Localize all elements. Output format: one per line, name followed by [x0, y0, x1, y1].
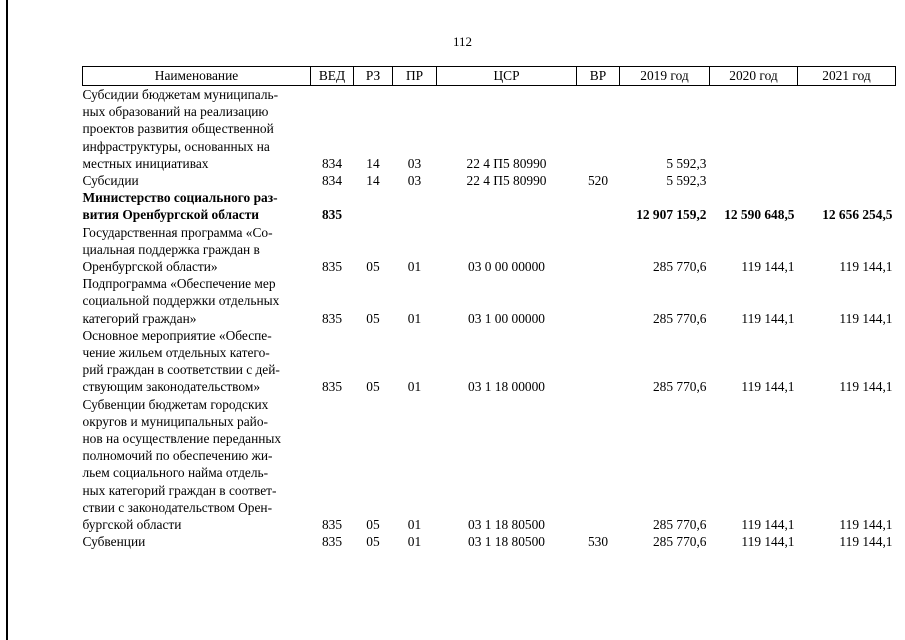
cell-2019: 5 592,3 — [666, 155, 707, 171]
name-line: циальная поддержка граждан в — [82, 241, 260, 257]
cell-pr: 01 — [407, 517, 422, 533]
cell-vr: 520 — [587, 173, 609, 189]
cell-2019: 285 770,6 — [652, 517, 707, 533]
name-line: ствии с законодательством Орен- — [82, 499, 273, 515]
cell-2021: 119 144,1 — [839, 379, 893, 395]
header-2021: 2021 год — [798, 67, 896, 86]
left-border-line — [6, 0, 8, 640]
name-line: Государственная программа «Со- — [82, 224, 273, 240]
header-vr: ВР — [577, 67, 620, 86]
cell-2019: 5 592,3 — [666, 173, 707, 189]
name-line: Субсидии — [82, 173, 139, 189]
cell-2019: 285 770,6 — [652, 310, 707, 326]
cell-name — [83, 172, 311, 189]
name-line: чение жильем отдельных катего- — [82, 345, 270, 361]
header-2020: 2020 год — [710, 67, 798, 86]
cell-2020: 12 590 648,5 — [724, 207, 795, 223]
cell-csr: 03 0 00 00000 — [468, 259, 545, 275]
cell-ved: 834 — [321, 173, 343, 189]
name-line: категорий граждан» — [82, 310, 197, 326]
cell-ved: 835 — [321, 534, 343, 550]
cell-2020: 119 144,1 — [741, 310, 795, 326]
name-line: Оренбургской области» — [82, 259, 218, 275]
cell-csr — [437, 189, 577, 223]
cell-csr: 03 1 18 80500 — [468, 517, 545, 533]
page-number: 112 — [452, 34, 473, 49]
cell-csr: 03 1 00 00000 — [468, 310, 545, 326]
name-line: Основное мероприятие «Обеспе- — [82, 327, 272, 343]
cell-name — [83, 224, 311, 276]
cell-vr — [577, 275, 620, 327]
header-pr: ПР — [393, 67, 437, 86]
cell-vr — [577, 86, 620, 173]
cell-2020: 119 144,1 — [741, 534, 795, 550]
cell-pr: 03 — [407, 155, 422, 171]
name-line: ных категорий граждан в соответ- — [82, 482, 277, 498]
cell-rz: 05 — [366, 517, 380, 533]
cell-name — [83, 533, 311, 550]
cell-csr: 03 1 18 00000 — [468, 379, 545, 395]
table-row — [83, 275, 896, 327]
cell-2021 — [798, 86, 896, 173]
cell-name — [83, 396, 311, 534]
table-row — [83, 189, 896, 223]
name-line: полномочий по обеспечению жи- — [82, 448, 273, 464]
name-line: социальной поддержки отдельных — [82, 293, 280, 309]
header-rz: РЗ — [354, 67, 393, 86]
cell-pr: 01 — [407, 310, 422, 326]
cell-2019: 285 770,6 — [652, 379, 707, 395]
cell-2021: 119 144,1 — [839, 534, 893, 550]
cell-rz: 05 — [366, 310, 380, 326]
table-body — [83, 86, 896, 551]
table-row — [83, 224, 896, 276]
name-line: инфраструктуры, основанных на — [82, 138, 270, 154]
cell-rz: 05 — [366, 379, 380, 395]
cell-ved: 835 — [321, 517, 343, 533]
cell-2019: 285 770,6 — [652, 534, 707, 550]
table-row — [83, 533, 896, 550]
cell-ved: 835 — [321, 259, 343, 275]
cell-rz: 05 — [366, 534, 380, 550]
cell-2020 — [710, 86, 798, 173]
cell-ved: 835 — [321, 379, 343, 395]
cell-rz: 05 — [366, 259, 380, 275]
cell-pr: 01 — [407, 379, 422, 395]
name-line: проектов развития общественной — [82, 121, 274, 137]
cell-pr: 03 — [407, 173, 422, 189]
cell-2021: 12 656 254,5 — [822, 207, 893, 223]
budget-table — [82, 66, 896, 550]
table-header-row — [83, 67, 896, 86]
cell-name — [83, 275, 311, 327]
cell-ved: 834 — [321, 155, 343, 171]
name-line: Субвенции — [82, 534, 146, 550]
cell-vr — [577, 224, 620, 276]
table-row — [83, 396, 896, 534]
cell-csr: 22 4 П5 80990 — [466, 155, 547, 171]
name-line: Подпрограмма «Обеспечение мер — [82, 276, 276, 292]
cell-2020 — [710, 172, 798, 189]
cell-name — [83, 327, 311, 396]
cell-2021: 119 144,1 — [839, 517, 893, 533]
name-line: Субсидии бюджетам муниципаль- — [82, 87, 279, 102]
cell-2021 — [798, 172, 896, 189]
cell-pr: 01 — [407, 259, 422, 275]
cell-pr — [393, 189, 437, 223]
table-row — [83, 86, 896, 173]
cell-2020: 119 144,1 — [741, 517, 795, 533]
cell-ved: 835 — [321, 207, 343, 223]
name-line: ных образований на реализацию — [82, 104, 269, 120]
cell-vr — [577, 327, 620, 396]
name-line: нов на осуществление переданных — [82, 431, 282, 447]
name-line: рий граждан в соответствии с дей- — [82, 362, 280, 378]
cell-rz — [354, 189, 393, 223]
name-line: Субвенции бюджетам городских — [82, 396, 269, 412]
name-line: льем социального найма отдель- — [82, 465, 269, 481]
header-2019: 2019 год — [620, 67, 710, 86]
cell-name — [83, 189, 311, 223]
table-row — [83, 172, 896, 189]
cell-2021: 119 144,1 — [839, 310, 893, 326]
name-line: ствующим законодательством» — [82, 379, 261, 395]
name-line: Министерство социального раз- — [82, 190, 278, 206]
cell-csr: 03 1 18 80500 — [468, 534, 545, 550]
cell-2021: 119 144,1 — [839, 259, 893, 275]
header-name: Наименование — [83, 67, 311, 86]
name-line: вития Оренбургской области — [82, 207, 260, 223]
name-line: местных инициативах — [82, 155, 209, 171]
cell-pr: 01 — [407, 534, 422, 550]
cell-2020: 119 144,1 — [741, 379, 795, 395]
cell-csr: 22 4 П5 80990 — [466, 173, 547, 189]
header-ved: ВЕД — [311, 67, 354, 86]
cell-2020: 119 144,1 — [741, 259, 795, 275]
cell-vr — [577, 189, 620, 223]
name-line: бургской области — [82, 517, 182, 533]
cell-vr: 530 — [587, 534, 609, 550]
cell-rz: 14 — [366, 173, 380, 189]
header-csr: ЦСР — [437, 67, 577, 86]
table-row — [83, 327, 896, 396]
cell-vr — [577, 396, 620, 534]
cell-name — [83, 86, 311, 173]
cell-rz: 14 — [366, 155, 380, 171]
cell-2019: 285 770,6 — [652, 259, 707, 275]
cell-ved: 835 — [321, 310, 343, 326]
cell-2019: 12 907 159,2 — [636, 207, 707, 223]
name-line: округов и муниципальных райо- — [82, 413, 268, 429]
